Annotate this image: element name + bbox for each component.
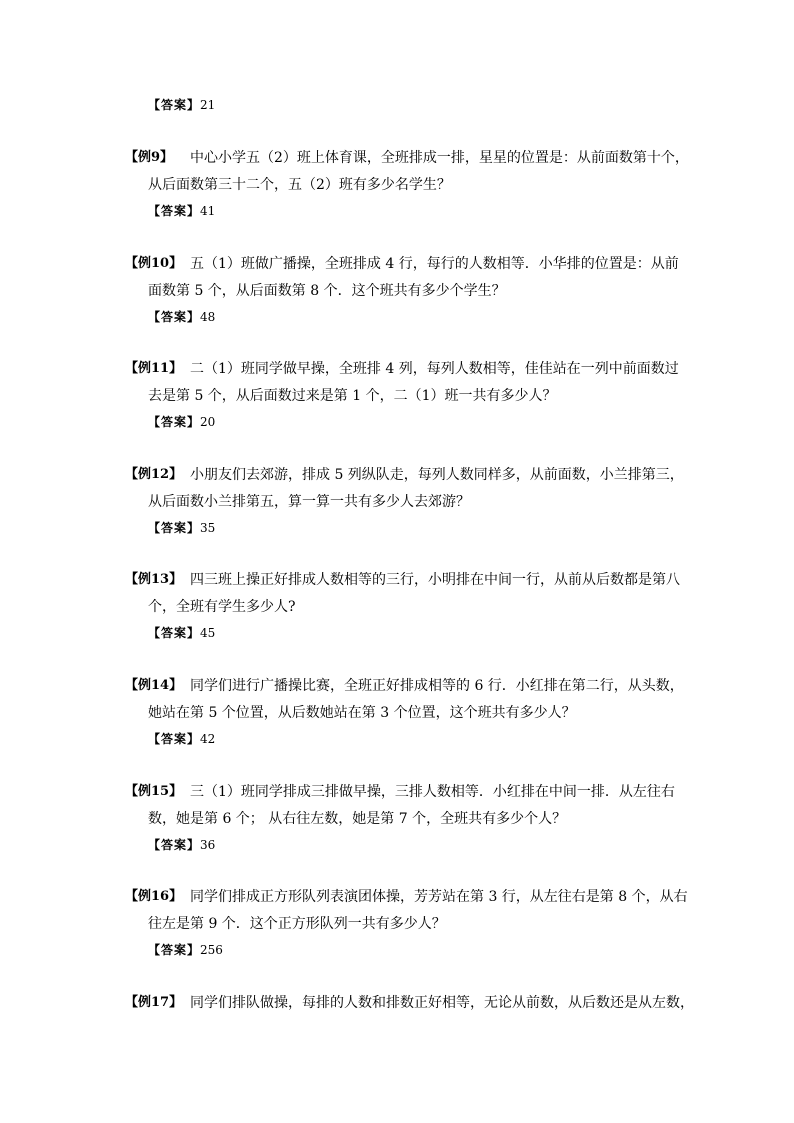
- problem-text-line-1: 三（1）班同学排成三排做早操，三排人数相等．小红排在中间一排．从左往右: [190, 784, 675, 800]
- problem-text-line-1: 小朋友们去郊游，排成 5 列纵队走，每列人数同样多，从前面数，小兰排第三，: [190, 467, 684, 483]
- problem-label: 【例17】: [125, 995, 183, 1010]
- problem-text-line-2: 面数第 5 个，从后面数第 8 个．这个班共有多少个学生？: [148, 283, 506, 299]
- answer-value: 20: [200, 415, 216, 429]
- problem-answer: [148, 414, 215, 430]
- answer-tag: 【答案】: [148, 626, 201, 640]
- answer-tag: 【答案】: [148, 732, 201, 746]
- problem-answer: [148, 203, 215, 219]
- problem-text-line-2: 去是第 5 个，从后面数过来是第 1 个，二（1）班一共有多少人？: [148, 388, 557, 404]
- answer-value: 41: [200, 204, 216, 218]
- problem-label: 【例12】: [125, 467, 183, 482]
- problem-text-line-1: 同学们排队做操，每排的人数和排数正好相等，无论从前数，从后数还是从左数，: [190, 995, 694, 1011]
- answer-tag: 【答案】: [148, 415, 201, 429]
- problem-text-line-1: 同学们排成正方形队列表演团体操，芳芳站在第 3 行，从左往右是第 8 个，从右: [190, 889, 688, 905]
- problem-answer: [148, 309, 215, 325]
- problem-text-line-1: 四三班上操正好排成人数相等的三行，小明排在中间一行，从前从后数都是第八: [190, 572, 680, 588]
- answer-tag: 【答案】: [148, 838, 201, 852]
- problem-text-line-2: 数，她是第 6 个； 从右往左数，她是第 7 个，全班共有多少个人？: [148, 811, 567, 827]
- answer-value: 36: [200, 838, 216, 852]
- problem-label: 【例10】: [125, 256, 183, 271]
- problem-text-line-2: 个，全班有学生多少人?: [148, 599, 296, 615]
- problem-text-line-1: 二（1）班同学做早操，全班排 4 列，每列人数相等，佳佳站在一列中前面数过: [190, 361, 679, 377]
- problem-answer: [148, 837, 215, 853]
- problem-text-line-2: 从后面数第三十二个，五（2）班有多少名学生？: [148, 177, 451, 193]
- problem-answer: [148, 731, 215, 747]
- problem-label: 【例9】: [125, 150, 174, 165]
- answer-value: 35: [200, 521, 216, 535]
- problem-text-line-2: 她站在第 5 个位置，从后数她站在第 3 个位置，这个班共有多少人？: [148, 705, 576, 721]
- problem-label: 【例11】: [125, 361, 183, 376]
- problem-text-line-1: 中心小学五（2）班上体育课，全班排成一排，星星的位置是：从前面数第十个，: [190, 150, 689, 166]
- answer-tag: 【答案】: [148, 204, 201, 218]
- answer-value: 256: [200, 943, 223, 957]
- problem-text-line-2: 从后面数小兰排第五，算一算一共有多少人去郊游？: [148, 494, 470, 510]
- problem-text-line-2: 往左是第 9 个．这个正方形队列一共有多少人？: [148, 916, 446, 932]
- problem-label: 【例14】: [125, 678, 183, 693]
- answer-tag: 【答案】: [148, 943, 201, 957]
- problem-text-line-1: 同学们进行广播操比赛，全班正好排成相等的 6 行．小红排在第二行，从头数，: [190, 678, 684, 694]
- problem-answer: [148, 942, 223, 958]
- answer-tag: 【答案】: [148, 310, 201, 324]
- problem-answer: [148, 625, 215, 641]
- answer-tag: 【答案】: [148, 98, 201, 112]
- answer-value: 45: [200, 626, 216, 640]
- problem-answer: [148, 520, 215, 536]
- problem-label: 【例16】: [125, 889, 183, 904]
- problem-label: 【例13】: [125, 572, 183, 587]
- answer-tag: 【答案】: [148, 521, 201, 535]
- problem-label: 【例15】: [125, 784, 183, 799]
- answer-value: 21: [200, 98, 216, 112]
- answer-value: 42: [200, 732, 216, 746]
- answer-value: 48: [200, 310, 216, 324]
- top-answer: [148, 97, 215, 113]
- problem-text-line-1: 五（1）班做广播操，全班排成 4 行，每行的人数相等．小华排的位置是：从前: [190, 256, 679, 272]
